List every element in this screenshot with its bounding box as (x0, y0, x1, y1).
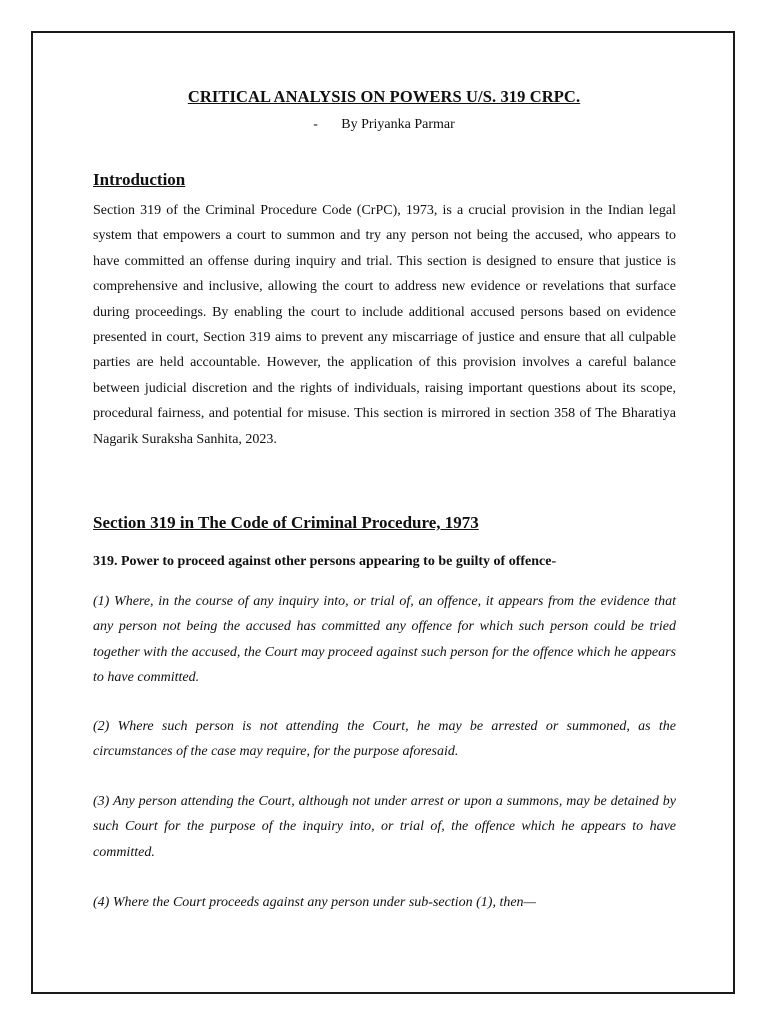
document-title: CRITICAL ANALYSIS ON POWERS U/S. 319 CRPC. (187, 87, 581, 106)
introduction-paragraph: Section 319 of the Criminal Procedure Code (CrPC), 1973, is a crucial provision in the Indian legal system that empowers a court to summon and try any person not being the accused, who appears to have committed an offense during inquiry and trial. This section is designed to ensure that justice is comprehensive and inclusive, allowing the court to address new evidence or revelations that surface during proceedings. By enabling the court to include additional accused persons based on evidence presented in court, Section 319 aims to prevent any miscarriage of justice and ensure that all culpable parties are held accountable. However, the application of this provision involves a careful balance between judicial discretion and the rights of individuals, raising important questions about its scope, procedural fairness, and potential for misuse. This section is mirrored in section 358 of The Bharatiya Nagarik Suraksha Sanhita, 2023. (93, 203, 676, 447)
clause-3: (3) Any person attending the Court, although not under arrest or upon a summons, may be detained by such Court for the purpose of the inquiry into, or trial of, the offence which he appears to have committed. (93, 794, 676, 860)
clause-2: (2) Where such person is not attending the Court, he may be arrested or summoned, as the circumstances of the case may require, for the purpose aforesaid. (93, 719, 676, 760)
section-319-heading: Section 319 in The Code of Criminal Procedure, 1973 (93, 513, 479, 532)
clause-1: (1) Where, in the course of any inquiry into, or trial of, an offence, it appears from the evidence that any person not being the accused has committed any offence for which such person could be tried together with the accused, the Court may proceed against such person for the offence which he appears to have committed. (93, 594, 676, 686)
clause-4: (4) Where the Court proceeds against any person under sub-section (1), then— (93, 895, 536, 910)
byline-author: By Priyanka Parmar (341, 117, 455, 132)
section-319-subheading: 319. Power to proceed against other persons appearing to be guilty of offence- (93, 554, 557, 569)
author-byline (0, 117, 768, 133)
introduction-heading: Introduction (93, 170, 186, 189)
byline-dash: - (313, 117, 318, 132)
